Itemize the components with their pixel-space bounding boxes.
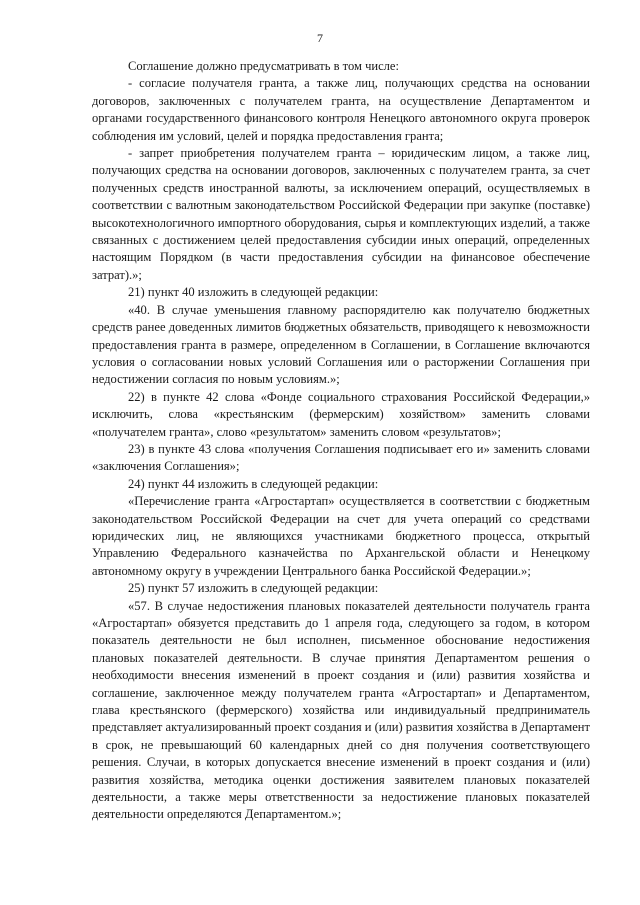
document-body — [92, 58, 590, 824]
paragraph-clause-40: «40. В случае уменьшения главному распорядителю как получателю бюджетных средств ранее доведенных лимитов бюджетных обязательств, приводящего к невозможности предоставления гранта в размере, определенном в Соглашении, в Соглашение включаются условия о согласовании новых условий Соглашения или о расторжении Соглашения при недостижении согласия по новым условиям.»; — [92, 302, 590, 387]
paragraph-clause-44: «Перечисление гранта «Агростартап» осуществляется в соответствии с бюджетным законодательством Российской Федерации на счет для учета операций со средствами юридических лиц, не являющихся участниками бюджетного процесса, открытый Управлению Федерального казначейства по Архангельской области и Ненецкому автономному округу в учреждении Центрального банка Российской Федерации.»; — [92, 494, 590, 578]
paragraph-consent-inspections: - согласие получателя гранта, а также лиц, получающих средства на основании договоров, заключенных с получателем гранта, на осуществление Департаментом и органами государственного финансового контроля Ненецкого автономного округа проверок соблюдения им условий, целей и порядка предоставления гранта; — [92, 76, 590, 143]
paragraph-item-23: 23) в пункте 43 слова «получения Соглашения подписывает его и» заменить словами «заключения Соглашения»; — [92, 441, 590, 474]
paragraph-clause-57: «57. В случае недостижения плановых показателей деятельности получатель гранта «Агростартап» обязуется представить до 1 апреля года, следующего за годом, в котором показатель деятельности не был исполнен, письменное обоснование недостижения плановых показателей деятельности. В случае принятия Департаментом решения о необходимости внесения изменений в проект создания и (или) развития хозяйства и соглашение, заключенное между получателем гранта «Агростартап» и Департаментом, глава крестьянского (фермерского) хозяйства или индивидуальный предприниматель представляет актуализированный проект создания и (или) развития хозяйства в Департамент в срок, не превышающий 60 календарных дней со дня получения соответствующего решения. Случаи, в которых допускается внесение изменений в проект создания и (или) развития хозяйства, методика оценки достижения заявителем плановых показателей деятельности, а также меры ответственности за недостижение плановых показателей деятельности определяются Департаментом.»; — [92, 598, 591, 822]
paragraph-item-22: 22) в пункте 42 слова «Фонде социального страхования Российской Федерации,» исключить, слова «крестьянским (фермерским) хозяйством» заменить словами «получателем гранта», слово «результатом» заменить словом «результатов»; — [92, 389, 590, 439]
paragraph-item-25: 25) пункт 57 изложить в следующей редакции: — [128, 581, 379, 596]
paragraph-currency-ban: - запрет приобретения получателем гранта – юридическим лицом, а также лиц, получающих средства на основании договоров, заключенных с получателем гранта, за счет полученных средств иностранной валюты, за исключением операций, осуществляемых в соответствии с валютным законодательством Российской Федерации при закупке (поставке) высокотехнологичного импортного оборудования, сырья и комплектующих изделий, а также связанных с достижением целей предоставления субсидии иных операций, определенных настоящим Порядком (в части предоставления субсидии на финансовое обеспечение затрат).»; — [92, 146, 590, 282]
page-number: 7 — [317, 31, 323, 45]
paragraph-item-21: 21) пункт 40 изложить в следующей редакции: — [128, 285, 379, 300]
paragraph-item-24: 24) пункт 44 изложить в следующей редакции: — [128, 476, 379, 491]
paragraph-agreement-intro: Соглашение должно предусматривать в том числе: — [128, 59, 399, 73]
